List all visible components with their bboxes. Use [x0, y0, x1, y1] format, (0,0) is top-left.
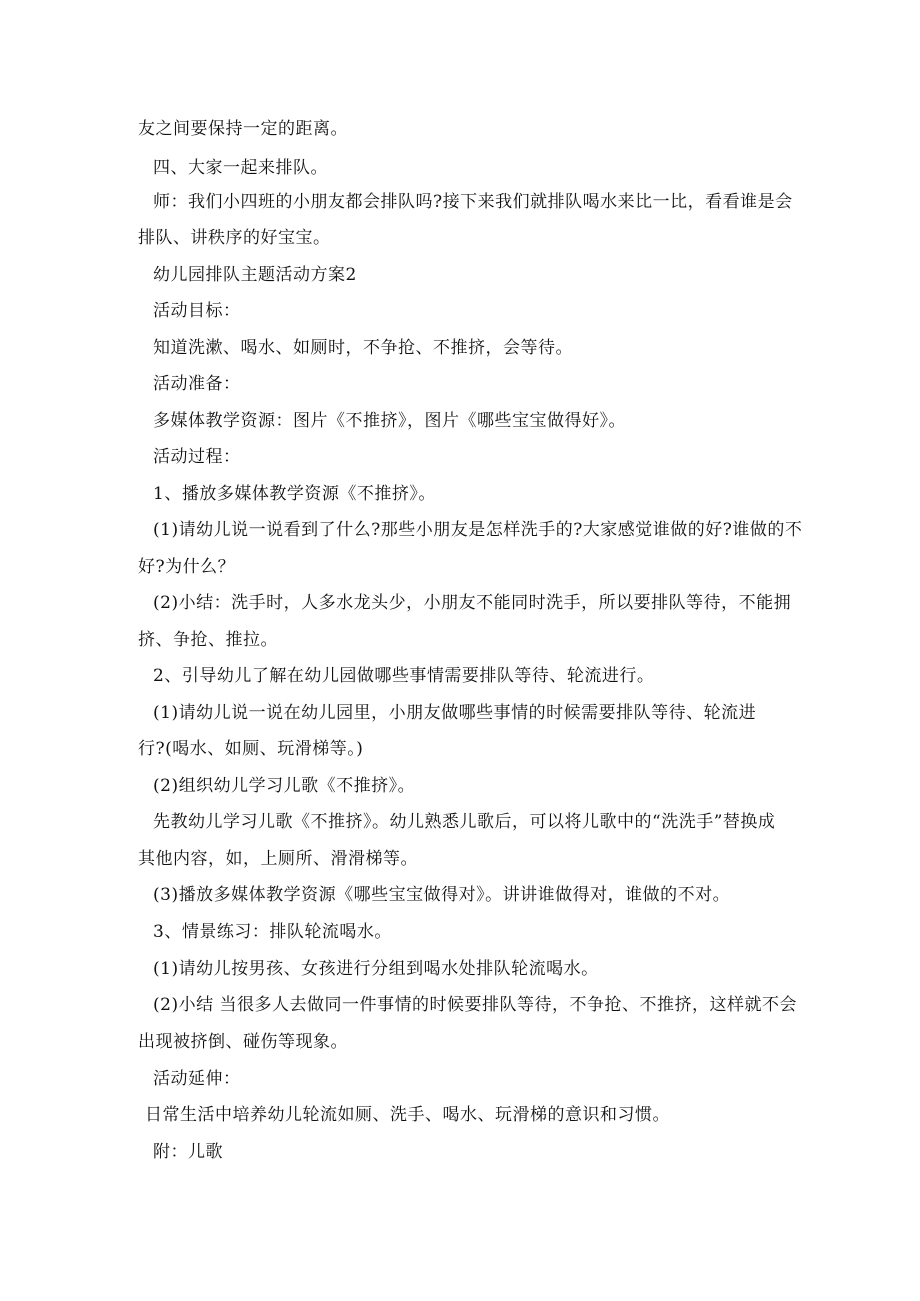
text-line: 出现被挤倒、碰伤等现象。 [138, 1032, 348, 1052]
text-line: (1)请幼儿说一说看到了什么?那些小朋友是怎样洗手的?大家感觉谁做的好?谁做的不 [153, 520, 803, 540]
section-heading: 四、大家一起来排队。 [153, 158, 328, 178]
text-line: (1)请幼儿按男孩、女孩进行分组到喝水处排队轮流喝水。 [153, 959, 599, 979]
text-line: (2)小结：洗手时，人多水龙头少，小朋友不能同时洗手，所以要排队等待，不能拥 [153, 593, 792, 613]
text-line: 多媒体教学资源：图片《不推挤》，图片《哪些宝宝做得好》。 [153, 411, 626, 431]
text-line: 3、情景练习：排队轮流喝水。 [153, 922, 392, 942]
text-line: 挤、争抢、推拉。 [138, 630, 278, 650]
text-line: (2)组织幼儿学习儿歌《不推挤》。 [153, 776, 416, 796]
text-line: 好?为什么？ [138, 557, 236, 577]
section-heading: 活动过程： [153, 447, 241, 467]
text-line: 2、引导幼儿了解在幼儿园做哪些事情需要排队等待、轮流进行。 [153, 666, 655, 686]
section-heading: 活动准备： [153, 374, 241, 394]
text-line: 排队、讲秩序的好宝宝。 [138, 228, 331, 248]
document-title: 幼儿园排队主题活动方案2 [153, 265, 357, 285]
text-line: (1)请幼儿说一说在幼儿园里，小朋友做哪些事情的时候需要排队等待、轮流进 [153, 703, 757, 723]
text-line: 附：儿歌 [153, 1142, 223, 1162]
text-line: 行?(喝水、如厕、玩滑梯等。) [138, 739, 364, 759]
text-line: 其他内容，如，上厕所、滑滑梯等。 [138, 849, 418, 869]
text-line: 师：我们小四班的小朋友都会排队吗?接下来我们就排队喝水来比一比，看看谁是会 [153, 192, 793, 212]
text-line: 知道洗漱、喝水、如厕时，不争抢、不推挤，会等待。 [153, 338, 573, 358]
text-line: 友之间要保持一定的距离。 [138, 119, 348, 139]
text-line: (3)播放多媒体教学资源《哪些宝宝做得对》。讲讲谁做得对，谁做的不对。 [153, 885, 731, 905]
text-line: 1、播放多媒体教学资源《不推挤》。 [153, 484, 436, 504]
text-line: 日常生活中培养幼儿轮流如厕、洗手、喝水、玩滑梯的意识和习惯。 [145, 1105, 670, 1125]
section-heading: 活动目标： [153, 301, 241, 321]
text-line: 先教幼儿学习儿歌《不推挤》。幼儿熟悉儿歌后，可以将儿歌中的“洗洗手”替换成 [153, 812, 776, 832]
section-heading: 活动延伸： [153, 1069, 241, 1089]
text-line: (2)小结 当很多人去做同一件事情的时候要排队等待，不争抢、不推挤，这样就不会 [153, 995, 797, 1015]
